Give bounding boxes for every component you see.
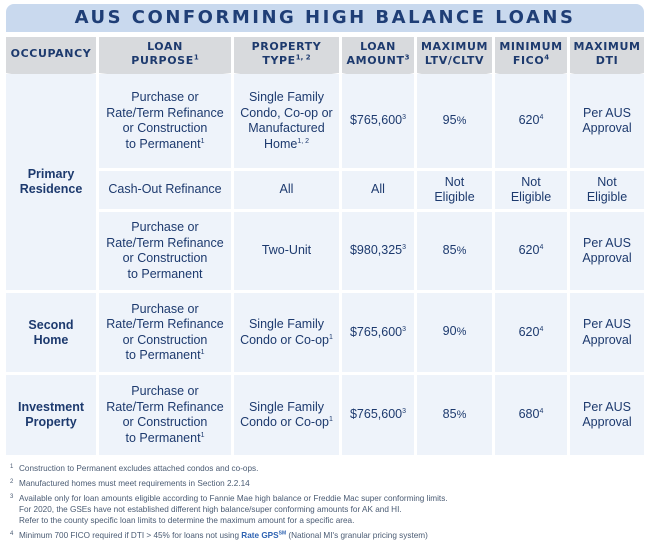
footnotes <box>10 463 640 541</box>
row5-property-type <box>234 375 339 455</box>
footnote-3 <box>10 493 640 526</box>
cell-text: or Construction <box>122 251 208 265</box>
cell-text: Eligible <box>434 190 475 204</box>
link-text[interactable]: Rate GPS <box>241 531 279 540</box>
percent-unit: % <box>456 244 467 257</box>
service-mark: SM <box>278 530 287 537</box>
footnote-ref: 4 <box>539 114 544 122</box>
footnote-number: 2 <box>10 479 14 485</box>
footnote-text: Available only for loan amounts eligible according to Fannie Mae high balance or Freddie Mac super conforming limits. <box>19 494 448 503</box>
cell-text: Per AUS <box>583 317 631 331</box>
footnote-ref: 4 <box>539 244 544 252</box>
row3-property-type <box>234 212 339 290</box>
cell-text: Approval <box>582 332 632 347</box>
occupancy-primary <box>6 74 96 290</box>
header-label: LTV/CLTV <box>424 54 485 67</box>
cell-text: Condo, Co-op or <box>240 105 333 120</box>
cell-text: 620 <box>518 324 540 339</box>
row3-loan-amount <box>342 212 414 290</box>
footnote-text: (National MI's granular pricing system) <box>286 531 428 540</box>
cell-text: Rate/Term Refinance <box>106 105 224 120</box>
cell-text: Purchase or <box>131 220 199 234</box>
row2-loan-purpose <box>99 171 231 209</box>
footnote-ref: 3 <box>402 325 407 333</box>
footnote-number: 3 <box>10 494 14 500</box>
row5-max-dti <box>570 375 644 455</box>
cell-text: to Permanent <box>125 348 201 362</box>
row4-max-dti <box>570 293 644 372</box>
rate-gps-link[interactable] <box>241 531 286 540</box>
header-occupancy-label: OCCUPANCY <box>10 47 92 60</box>
footnote-ref: 1 <box>193 53 199 62</box>
occupancy-label: Investment <box>18 400 84 414</box>
header-label: MAXIMUM <box>420 40 489 53</box>
footnote-number: 1 <box>10 464 14 470</box>
row3-loan-purpose <box>99 212 231 290</box>
occupancy-label: Second <box>28 317 74 332</box>
title-bar <box>6 4 644 32</box>
cell-text: All <box>279 182 294 197</box>
percent-unit: % <box>456 114 467 127</box>
table-title: AUS CONFORMING HIGH BALANCE LOANS <box>74 7 576 28</box>
footnote-ref: 1 <box>200 431 205 439</box>
row1-loan-amount <box>342 74 414 168</box>
footnote-ref: 1 <box>329 333 333 341</box>
cell-text: Condo or Co-op <box>240 415 330 429</box>
row1-max-dti <box>570 74 644 168</box>
row1-property-type <box>234 74 339 168</box>
row2-max-dti <box>570 171 644 209</box>
row5-min-fico <box>495 375 567 455</box>
occupancy-second-home <box>6 293 96 372</box>
cell-text: Per AUS <box>583 235 631 250</box>
header-label: PURPOSE <box>131 54 194 67</box>
row4-loan-amount <box>342 293 414 372</box>
footnote-ref: 4 <box>539 325 544 333</box>
row5-loan-amount <box>342 375 414 455</box>
header-label: LOAN <box>147 40 183 53</box>
header-min-fico <box>495 37 567 73</box>
cell-text: 680 <box>518 407 540 422</box>
header-label: MINIMUM <box>499 40 563 53</box>
percent-unit: % <box>456 408 467 421</box>
cell-text: 620 <box>518 243 540 258</box>
occupancy-label: Residence <box>19 182 83 196</box>
header-max-ltv <box>417 37 492 73</box>
footnote-number: 4 <box>10 531 14 537</box>
cell-text: Approval <box>582 121 632 135</box>
occupancy-label: Home <box>33 332 69 347</box>
row3-min-fico <box>495 212 567 290</box>
cell-text: Home <box>263 136 298 151</box>
cell-text: Eligible <box>510 190 552 204</box>
footnote-text: Refer to the county specific loan limits to determine the maximum amount for a specific area. <box>19 516 355 525</box>
footnote-text: Manufactured homes must meet requirements in Section 2.2.14 <box>19 479 250 488</box>
cell-text: Approval <box>582 415 632 429</box>
header-label: MAXIMUM <box>573 40 641 53</box>
cell-text: Rate/Term Refinance <box>106 317 224 331</box>
cell-text: Eligible <box>586 190 628 204</box>
cell-text: Two-Unit <box>261 243 312 258</box>
cell-text: to Permanent <box>125 430 201 445</box>
cell-text: Purchase or <box>131 384 199 398</box>
occupancy-investment <box>6 375 96 455</box>
cell-text: Approval <box>582 251 632 265</box>
cell-text: Purchase or <box>131 90 199 104</box>
row1-max-ltv <box>417 74 492 168</box>
footnote-ref: 1, 2 <box>295 53 311 62</box>
footnote-2 <box>10 478 640 489</box>
cell-text: Rate/Term Refinance <box>106 235 224 250</box>
footnote-ref: 3 <box>404 53 410 62</box>
header-label: DTI <box>595 54 619 67</box>
cell-text: or Construction <box>122 415 208 429</box>
cell-text: Manufactured <box>248 121 325 135</box>
cell-text: $765,600 <box>349 324 403 339</box>
row4-property-type <box>234 293 339 372</box>
row2-property-type <box>234 171 339 209</box>
cell-text: to Permanent <box>125 136 201 151</box>
footnote-ref: 3 <box>402 114 407 122</box>
cell-text: Cash-Out Refinance <box>108 182 222 197</box>
cell-text: 620 <box>518 113 540 128</box>
cell-text: 90 <box>442 324 457 339</box>
cell-text: 95 <box>442 112 457 127</box>
footnote-text: For 2020, the GSEs have not established different high balance/super conforming amounts for AK and HI. <box>19 505 402 514</box>
row1-loan-purpose <box>99 74 231 168</box>
header-occupancy <box>6 37 96 73</box>
footnote-ref: 1 <box>329 415 333 423</box>
footnote-ref: 3 <box>402 408 407 416</box>
footnote-text: Construction to Permanent excludes attached condos and co-ops. <box>19 464 259 473</box>
footnote-ref: 3 <box>402 244 407 252</box>
row1-min-fico <box>495 74 567 168</box>
cell-text: All <box>371 182 385 197</box>
cell-text: Not <box>444 174 465 189</box>
cell-text: Single Family <box>248 317 324 331</box>
row4-max-ltv <box>417 293 492 372</box>
cell-text: or Construction <box>122 332 208 347</box>
header-label: FICO <box>512 54 545 67</box>
footnote-ref: 4 <box>539 408 544 416</box>
row5-max-ltv <box>417 375 492 455</box>
cell-text: $765,600 <box>349 407 403 422</box>
header-loan-purpose <box>99 37 231 73</box>
row5-loan-purpose <box>99 375 231 455</box>
cell-text: or Construction <box>122 121 208 135</box>
cell-text: Rate/Term Refinance <box>106 399 224 414</box>
cell-text: Single Family <box>248 90 324 104</box>
header-property-type <box>234 37 339 73</box>
footnote-1 <box>10 463 640 474</box>
cell-text: to Permanent <box>127 266 203 281</box>
occupancy-label: Primary <box>27 167 75 181</box>
footnote-ref: 4 <box>544 53 550 62</box>
cell-text: Not <box>521 174 541 189</box>
header-label: PROPERTY <box>251 40 322 53</box>
header-label: AMOUNT <box>346 54 405 67</box>
header-max-dti <box>570 37 644 73</box>
row2-min-fico <box>495 171 567 209</box>
occupancy-label: Property <box>25 415 77 429</box>
cell-text: Not <box>597 174 617 189</box>
header-loan-amount <box>342 37 414 73</box>
cell-text: Single Family <box>248 399 324 414</box>
footnote-ref: 1 <box>200 348 205 356</box>
cell-text: Condo or Co-op <box>240 332 330 347</box>
footnote-4 <box>10 530 640 541</box>
row2-max-ltv <box>417 171 492 209</box>
percent-unit: % <box>456 326 467 339</box>
row2-loan-amount <box>342 171 414 209</box>
footnote-ref: 1 <box>200 137 205 145</box>
header-label: TYPE <box>262 54 296 67</box>
cell-text: Purchase or <box>131 301 199 316</box>
cell-text: $765,600 <box>349 113 403 128</box>
footnote-ref: 1, 2 <box>297 137 309 145</box>
row3-max-ltv <box>417 212 492 290</box>
row4-loan-purpose <box>99 293 231 372</box>
row4-min-fico <box>495 293 567 372</box>
footnote-text: Minimum 700 FICO required if DTI > 45% for loans not using <box>19 531 242 540</box>
cell-text: Per AUS <box>583 105 631 120</box>
cell-text: Per AUS <box>583 399 631 414</box>
cell-text: 85 <box>442 406 457 421</box>
row3-max-dti <box>570 212 644 290</box>
cell-text: 85 <box>442 242 457 257</box>
cell-text: $980,325 <box>349 243 403 258</box>
header-label: LOAN <box>360 40 396 53</box>
